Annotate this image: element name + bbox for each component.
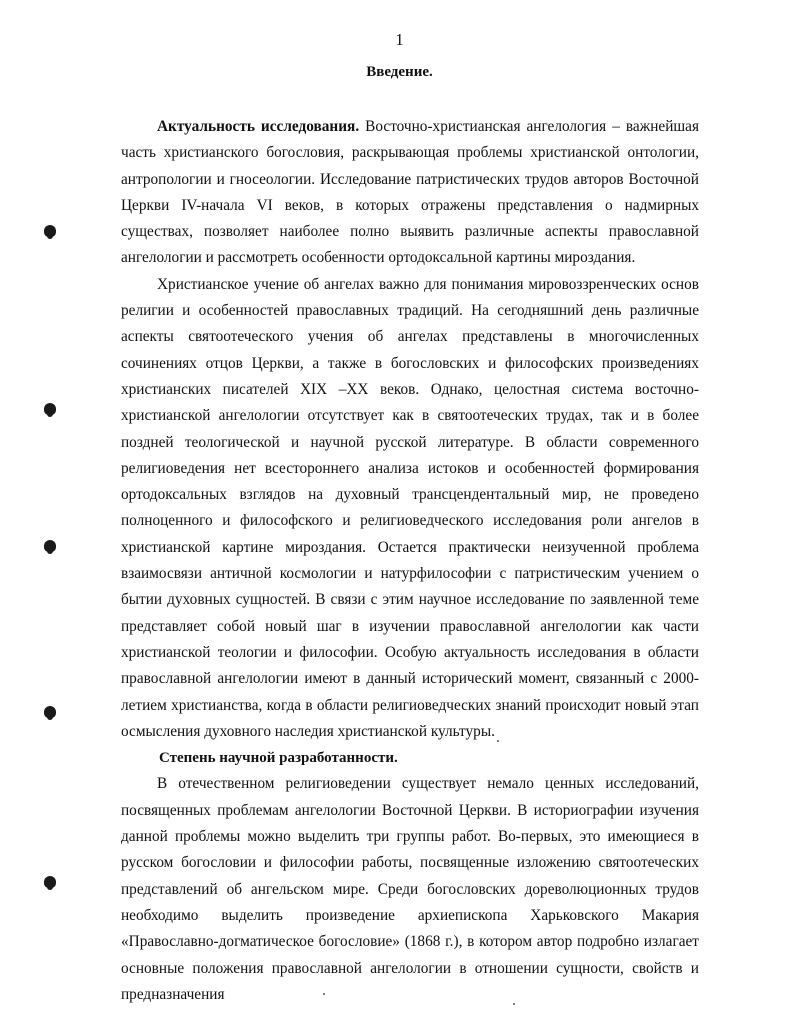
margin-punch-mark (44, 876, 56, 888)
document-body (121, 114, 699, 1008)
page-number: 1 (395, 30, 404, 49)
relevance-lead: Актуальность исследования. (157, 118, 360, 135)
margin-punch-mark (44, 706, 56, 718)
margin-punch-mark (44, 403, 56, 415)
relevance-paragraph-2: Христианское учение об ангелах важно для понимания мировоззренческих основ религии и особенностей православных традиций. На сегодняшний день различные аспекты святоотеческого учения об ангелах представлены в многочисленных сочинениях отцов Церкви, а также в богословских и философских произведениях христианских писателей XIX –XX веков. Однако, целостная система восточно-христианской ангелологии отсутствует как в святоотеческих трудах, так и в более поздней теологической и научной русской литературе. В области современного религиоведения нет всестороннего анализа истоков и особенностей формирования ортодоксальных взглядов на духовный трансцендентальный мир, не проведено полноценного и философского и религиоведческого исследования роли ангелов в христианской картине мироздания. Остается практически неизученной проблема взаимосвязи античной космологии и натурфилософии с патристическим учением о бытии духовных сущностей. В связи с этим научное исследование по заявленной теме представляет собой новый шаг в изучении православной ангелологии как части христианской теологии и философии. Особую актуальность исследования в области православной ангелологии имеют в данный исторический момент, связанный с 2000-летием христианства, когда в области религиоведческих знаний происходит новый этап осмысления духовного наследия христианской культуры. (121, 275, 699, 740)
relevance-paragraph-1 (121, 114, 699, 272)
scan-speck (513, 1003, 515, 1005)
scan-speck (497, 740, 499, 742)
research-degree-paragraph: В отечественном религиоведении существует немало ценных исследований, посвященных проблемам ангелологии Восточной Церкви. В историографии изучения данной проблемы можно выделить три группы работ. Во-первых, это имеющиеся в русском богословии и философии работы, посвященные изложению святоотеческих представлений об ангельском мире. Среди богословских дореволюционных трудов необходимо выделить произведение архиепископа Харьковского Макария «Православно-догматическое богословие» (1868 г.), в котором автор подробно излагает основные положения православной ангелологии в отношении сущности, свойств и предназначения (121, 775, 699, 1003)
margin-punch-mark (44, 225, 56, 237)
page-title: Введение. (366, 64, 433, 80)
relevance-text-1: Восточно-христианская ангелология – важнейшая часть христианского богословия, раскрывающая проблемы христианской онтологии, антропологии и гносеологии. Исследование патристических трудов авторов Восточной Церкви IV-начала VI веков, в которых отражены представления о надмирных существах, позволяет наиболее полно выявить различные аспекты православной ангелологии и рассмотреть особенности ортодоксальной картины мироздания. (121, 118, 700, 267)
scan-speck (323, 993, 325, 995)
research-degree-heading: Степень научной разработанности. (159, 750, 398, 767)
margin-punch-mark (44, 540, 56, 552)
